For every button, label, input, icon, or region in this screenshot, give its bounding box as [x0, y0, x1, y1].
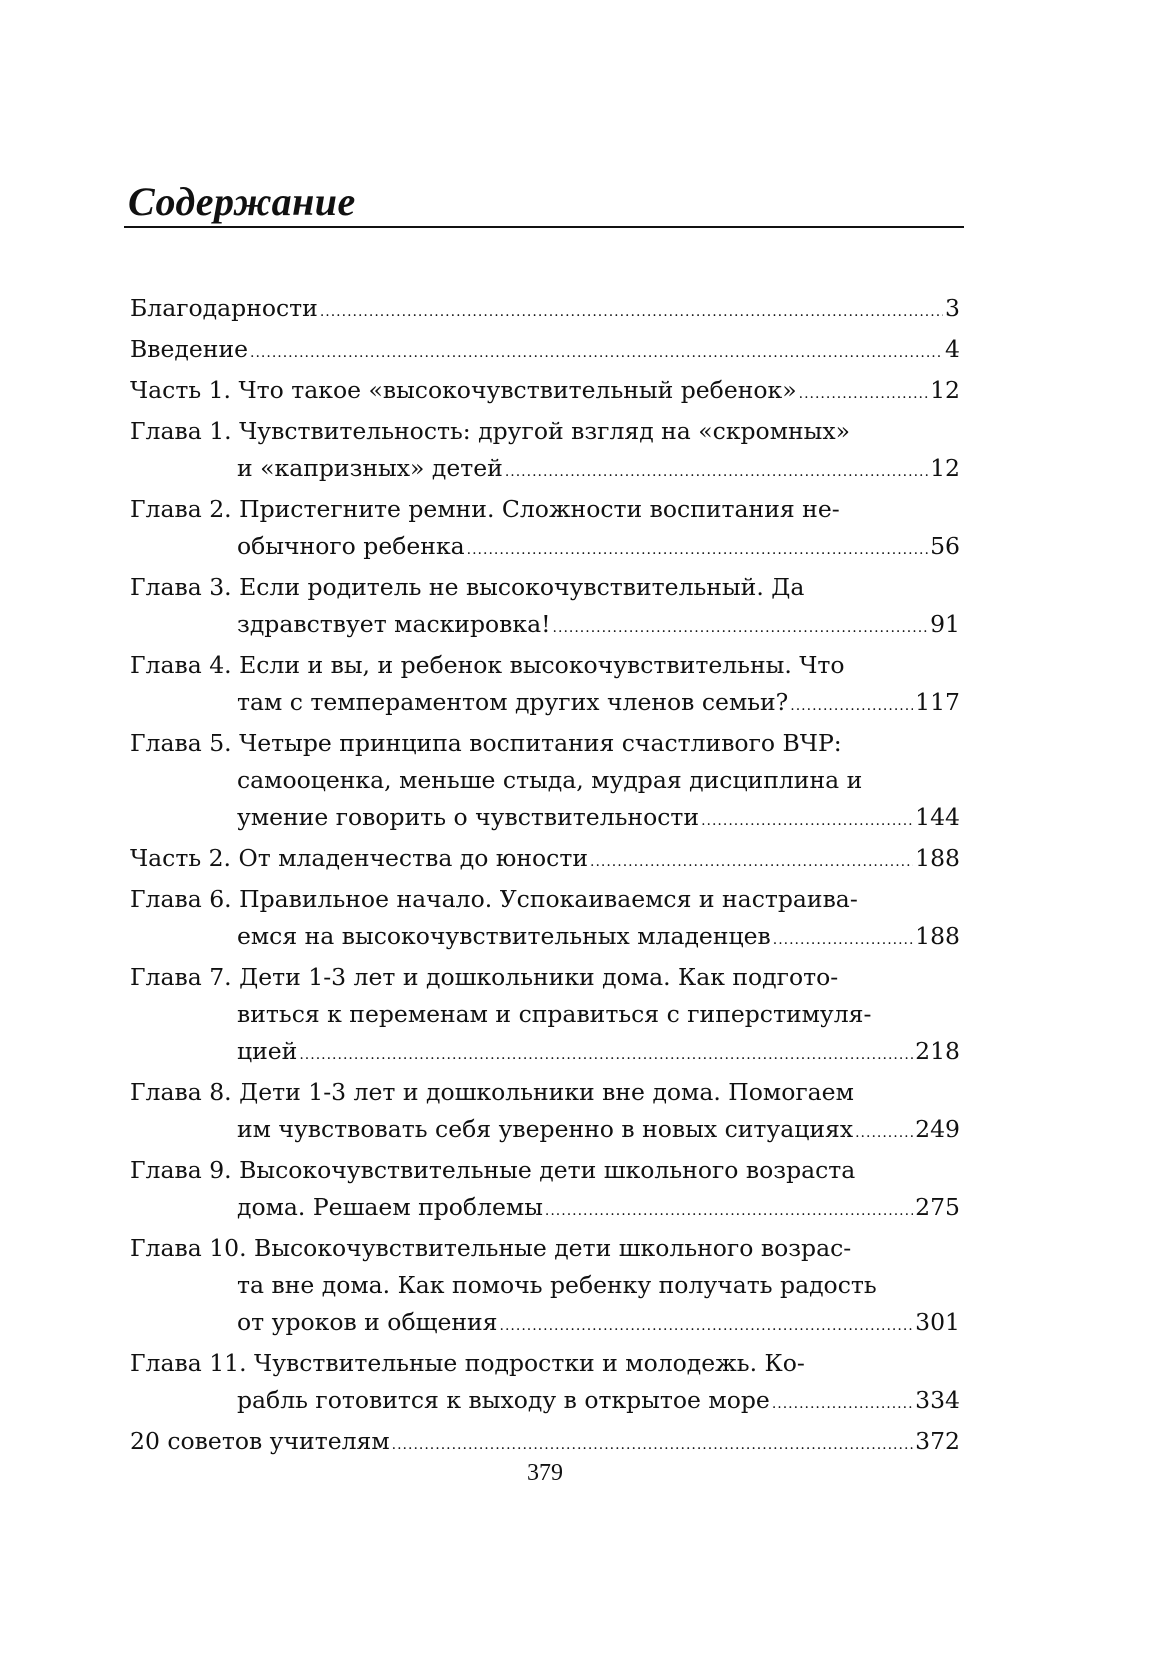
toc-entry-line [130, 1230, 960, 1267]
toc-entry-text: Благодарности [130, 294, 318, 322]
toc-entry-line [130, 1304, 960, 1345]
toc-entry-text: и «капризных» детей [237, 454, 503, 482]
toc-entry-line [130, 959, 960, 996]
toc-entry-text: 20 советов учителям [130, 1427, 390, 1455]
toc-entry[interactable] [130, 1230, 960, 1345]
toc-entry[interactable] [130, 840, 960, 881]
dot-leader [553, 606, 929, 647]
toc-entry-line [130, 996, 960, 1033]
toc-page-number: 188 [915, 844, 960, 872]
toc-page-number: 56 [930, 532, 960, 560]
toc-entry-text: Глава 8. Дети 1-3 лет и дошкольники вне дома. Помогаем [130, 1078, 854, 1106]
toc-entry-text: та вне дома. Как помочь ребенку получать радость [237, 1271, 877, 1299]
toc-entry-line [130, 1189, 960, 1230]
toc-entry-text: обычного ребенка [237, 532, 465, 560]
toc-page-number: 275 [915, 1193, 960, 1221]
toc-entry-text: Глава 9. Высокочувствительные дети школьного возраста [130, 1156, 856, 1184]
toc-entry-line [130, 725, 960, 762]
toc-page-number: 91 [930, 610, 960, 638]
toc-entry[interactable] [130, 1152, 960, 1230]
toc-entry-text: дома. Решаем проблемы [237, 1193, 543, 1221]
toc-entry-line [130, 647, 960, 684]
table-of-contents [130, 290, 960, 1464]
toc-entry-text: рабль готовится к выходу в открытое море [237, 1386, 770, 1414]
toc-entry-line [130, 840, 960, 881]
toc-entry-text: умение говорить о чувствительности [237, 803, 700, 831]
toc-entry-line [130, 1382, 960, 1423]
page-title: Содержание [128, 179, 356, 224]
toc-entry-line [130, 1074, 960, 1111]
toc-page-number: 12 [930, 454, 960, 482]
toc-entry-text: самооценка, меньше стыда, мудрая дисциплина и [237, 766, 863, 794]
toc-entry-line [130, 528, 960, 569]
toc-entry-text: здравствует маскировка! [237, 610, 551, 638]
dot-leader [855, 1111, 913, 1152]
toc-entry[interactable] [130, 1423, 960, 1464]
toc-page-number: 4 [945, 335, 960, 363]
dot-leader [701, 799, 913, 840]
dot-leader [505, 450, 928, 491]
toc-entry[interactable] [130, 1074, 960, 1152]
dot-leader [545, 1189, 913, 1230]
toc-page-number: 301 [915, 1308, 960, 1336]
toc-page-number: 188 [915, 922, 960, 950]
toc-entry-text: Глава 3. Если родитель не высокочувствительный. Да [130, 573, 805, 601]
toc-entry-line [130, 684, 960, 725]
dot-leader [320, 290, 943, 331]
toc-page-number: 3 [945, 294, 960, 322]
dot-leader [799, 372, 928, 413]
dot-leader [392, 1423, 914, 1464]
toc-entry[interactable] [130, 331, 960, 372]
toc-entry[interactable] [130, 372, 960, 413]
toc-entry-line [130, 491, 960, 528]
toc-entry[interactable] [130, 491, 960, 569]
page-number: 379 [527, 1460, 563, 1486]
dot-leader [467, 528, 928, 569]
toc-entry[interactable] [130, 1345, 960, 1423]
toc-entry-line [130, 372, 960, 413]
toc-entry-text: Глава 11. Чувствительные подростки и молодежь. Ко- [130, 1349, 805, 1377]
dot-leader [773, 918, 913, 959]
toc-entry-text: Глава 2. Пристегните ремни. Сложности воспитания не- [130, 495, 840, 523]
toc-entry-text: цией [237, 1037, 298, 1065]
toc-entry-text: емся на высокочувствительных младенцев [237, 922, 771, 950]
toc-entry-line [130, 1111, 960, 1152]
toc-entry-line [130, 1345, 960, 1382]
toc-entry-text: Глава 7. Дети 1-3 лет и дошкольники дома. Как подгото- [130, 963, 839, 991]
toc-page-number: 12 [930, 376, 960, 404]
toc-entry-text: Глава 1. Чувствительность: другой взгляд на «скромных» [130, 417, 850, 445]
dot-leader [500, 1304, 914, 1345]
toc-entry-text: Глава 10. Высокочувствительные дети школьного возрас- [130, 1234, 852, 1262]
toc-entry-line [130, 881, 960, 918]
toc-page-number: 218 [915, 1037, 960, 1065]
dot-leader [250, 331, 943, 372]
toc-entry-text: Часть 2. От младенчества до юности [130, 844, 588, 872]
toc-page-number: 249 [915, 1115, 960, 1143]
title-rule [124, 226, 964, 228]
toc-entry-text: виться к переменам и справиться с гиперстимуля- [237, 1000, 872, 1028]
dot-leader [790, 684, 913, 725]
toc-entry-text: Введение [130, 335, 249, 363]
toc-page-number: 334 [915, 1386, 960, 1414]
toc-entry-line [130, 1152, 960, 1189]
toc-entry-text: от уроков и общения [237, 1308, 498, 1336]
toc-entry[interactable] [130, 290, 960, 331]
toc-entry[interactable] [130, 959, 960, 1074]
toc-entry-text: Глава 6. Правильное начало. Успокаиваемся и настраива- [130, 885, 858, 913]
dot-leader [299, 1033, 913, 1074]
toc-entry[interactable] [130, 881, 960, 959]
toc-entry-line [130, 290, 960, 331]
toc-entry-line [130, 762, 960, 799]
toc-entry[interactable] [130, 647, 960, 725]
toc-entry-text: им чувствовать себя уверенно в новых ситуациях [237, 1115, 854, 1143]
toc-entry-text: Часть 1. Что такое «высокочувствительный ребенок» [130, 376, 797, 404]
toc-entry[interactable] [130, 569, 960, 647]
toc-entry-line [130, 1267, 960, 1304]
toc-page-number: 117 [915, 688, 960, 716]
toc-entry-line [130, 413, 960, 450]
toc-entry[interactable] [130, 725, 960, 840]
toc-entry-text: там с темпераментом других членов семьи? [237, 688, 789, 716]
toc-page-number: 372 [915, 1427, 960, 1455]
toc-page-number: 144 [915, 803, 960, 831]
toc-entry[interactable] [130, 413, 960, 491]
toc-entry-line [130, 606, 960, 647]
toc-entry-line [130, 450, 960, 491]
toc-entry-text: Глава 4. Если и вы, и ребенок высокочувствительны. Что [130, 651, 845, 679]
dot-leader [590, 840, 913, 881]
toc-entry-line [130, 1423, 960, 1464]
toc-entry-line [130, 331, 960, 372]
toc-entry-line [130, 1033, 960, 1074]
toc-entry-text: Глава 5. Четыре принципа воспитания счастливого ВЧР: [130, 729, 842, 757]
toc-entry-line [130, 569, 960, 606]
toc-entry-line [130, 799, 960, 840]
dot-leader [772, 1382, 913, 1423]
toc-entry-line [130, 918, 960, 959]
